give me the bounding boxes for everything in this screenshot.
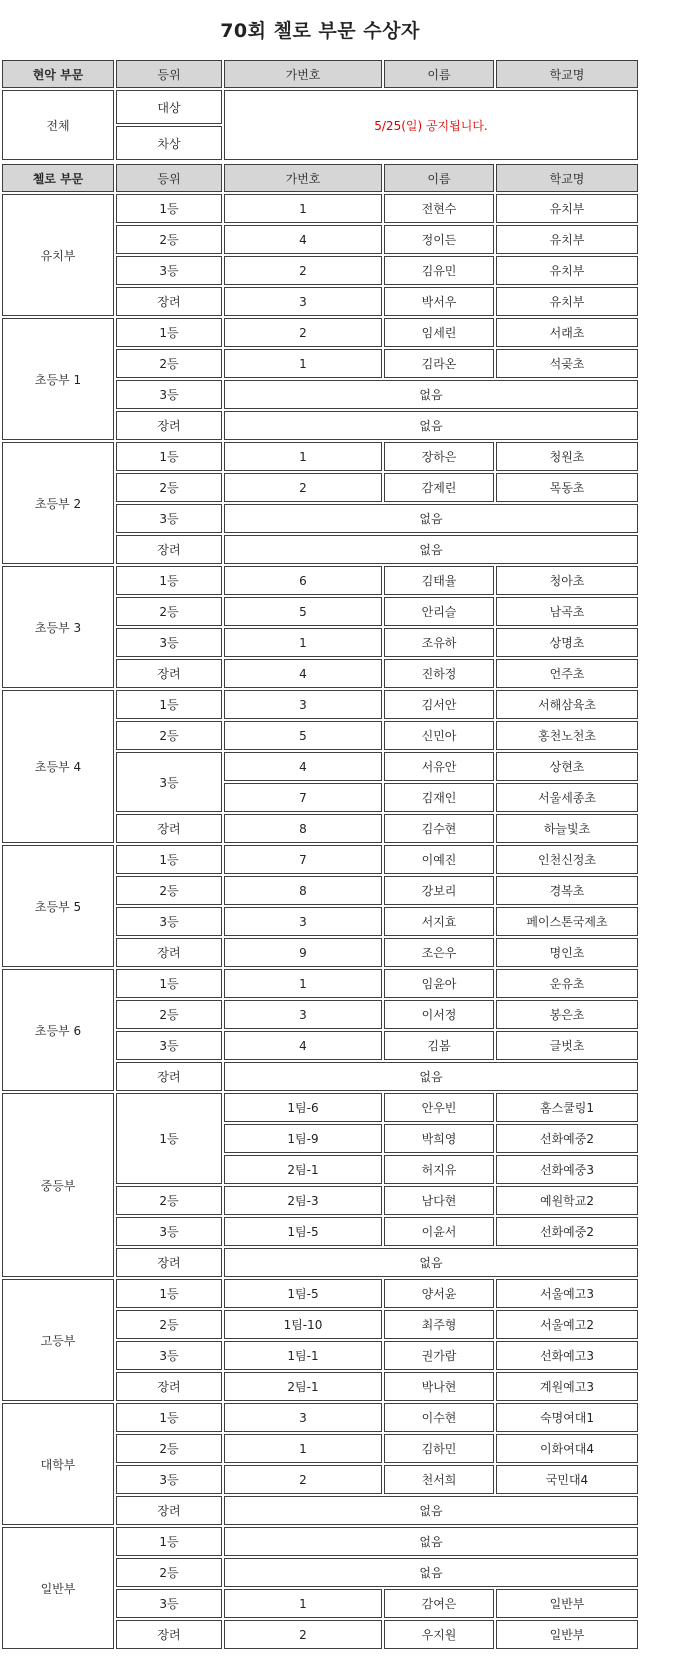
name-cell: 신민아 bbox=[384, 721, 494, 750]
name-cell: 김봄 bbox=[384, 1031, 494, 1060]
rank-cell: 장려 bbox=[116, 411, 222, 440]
school-cell: 상현초 bbox=[496, 752, 638, 781]
header-rank: 등위 bbox=[116, 164, 222, 192]
rank-cell: 장려 bbox=[116, 814, 222, 843]
name-cell: 이예진 bbox=[384, 845, 494, 874]
table-row bbox=[2, 1279, 638, 1308]
name-cell: 이서정 bbox=[384, 1000, 494, 1029]
number-cell: 1팀-5 bbox=[224, 1217, 382, 1246]
name-cell: 조은우 bbox=[384, 938, 494, 967]
name-cell: 서지효 bbox=[384, 907, 494, 936]
number-cell: 8 bbox=[224, 876, 382, 905]
number-cell: 1 bbox=[224, 349, 382, 378]
no-winner-cell: 없음 bbox=[224, 1248, 638, 1277]
school-cell: 국민대4 bbox=[496, 1465, 638, 1494]
name-cell: 양서윤 bbox=[384, 1279, 494, 1308]
school-cell: 일반부 bbox=[496, 1620, 638, 1649]
school-cell: 운유초 bbox=[496, 969, 638, 998]
header-category: 현악 부문 bbox=[2, 60, 114, 88]
number-cell: 6 bbox=[224, 566, 382, 595]
group-label: 유치부 bbox=[2, 194, 114, 316]
name-cell: 감여은 bbox=[384, 1589, 494, 1618]
rank-cell: 2등 bbox=[116, 1434, 222, 1463]
name-cell: 장하은 bbox=[384, 442, 494, 471]
school-cell: 서래초 bbox=[496, 318, 638, 347]
rank-cell: 1등 bbox=[116, 194, 222, 223]
number-cell: 1팀-9 bbox=[224, 1124, 382, 1153]
results-tables bbox=[0, 58, 640, 1651]
name-cell: 이윤서 bbox=[384, 1217, 494, 1246]
name-cell: 김수현 bbox=[384, 814, 494, 843]
name-cell: 천서희 bbox=[384, 1465, 494, 1494]
header-row bbox=[2, 60, 638, 88]
rank-cell: 3등 bbox=[116, 1589, 222, 1618]
rank-cell: 3등 bbox=[116, 380, 222, 409]
school-cell: 서울세종초 bbox=[496, 783, 638, 812]
number-cell: 9 bbox=[224, 938, 382, 967]
name-cell: 김라온 bbox=[384, 349, 494, 378]
name-cell: 전현수 bbox=[384, 194, 494, 223]
name-cell: 김재인 bbox=[384, 783, 494, 812]
rank-cell: 3등 bbox=[116, 1465, 222, 1494]
name-cell: 강보리 bbox=[384, 876, 494, 905]
header-number: 가번호 bbox=[224, 60, 382, 88]
rank-cell: 3등 bbox=[116, 1341, 222, 1370]
rank-cell: 1등 bbox=[116, 566, 222, 595]
header-name: 이름 bbox=[384, 60, 494, 88]
group-label: 초등부 2 bbox=[2, 442, 114, 564]
number-cell: 5 bbox=[224, 597, 382, 626]
number-cell: 4 bbox=[224, 659, 382, 688]
school-cell: 석곶초 bbox=[496, 349, 638, 378]
group-label: 고등부 bbox=[2, 1279, 114, 1401]
school-cell: 청원초 bbox=[496, 442, 638, 471]
name-cell: 조유하 bbox=[384, 628, 494, 657]
rank-cell: 1등 bbox=[116, 690, 222, 719]
name-cell: 남다현 bbox=[384, 1186, 494, 1215]
school-cell: 서울예고3 bbox=[496, 1279, 638, 1308]
school-cell: 남곡초 bbox=[496, 597, 638, 626]
name-cell: 임세린 bbox=[384, 318, 494, 347]
table-row bbox=[2, 90, 638, 124]
name-cell: 감제린 bbox=[384, 473, 494, 502]
rank-cell: 2등 bbox=[116, 1558, 222, 1587]
group-label: 초등부 6 bbox=[2, 969, 114, 1091]
rank-cell: 장려 bbox=[116, 1372, 222, 1401]
table-row bbox=[2, 845, 638, 874]
school-cell: 서울예고2 bbox=[496, 1310, 638, 1339]
rank-cell: 1등 bbox=[116, 1527, 222, 1556]
rank-cell: 1등 bbox=[116, 845, 222, 874]
number-cell: 1팀-10 bbox=[224, 1310, 382, 1339]
number-cell: 1 bbox=[224, 969, 382, 998]
name-cell: 이수현 bbox=[384, 1403, 494, 1432]
name-cell: 진하정 bbox=[384, 659, 494, 688]
number-cell: 2팀-1 bbox=[224, 1372, 382, 1401]
school-cell: 경복초 bbox=[496, 876, 638, 905]
name-cell: 안리슬 bbox=[384, 597, 494, 626]
rank-cell: 1등 bbox=[116, 442, 222, 471]
number-cell: 7 bbox=[224, 783, 382, 812]
school-cell: 언주초 bbox=[496, 659, 638, 688]
number-cell: 1 bbox=[224, 442, 382, 471]
number-cell: 2팀-1 bbox=[224, 1155, 382, 1184]
header-school: 학교명 bbox=[496, 60, 638, 88]
number-cell: 1 bbox=[224, 628, 382, 657]
number-cell: 3 bbox=[224, 1403, 382, 1432]
rank-cell: 2등 bbox=[116, 349, 222, 378]
group-label-overall: 전체 bbox=[2, 90, 114, 160]
number-cell: 4 bbox=[224, 752, 382, 781]
header-category: 첼로 부문 bbox=[2, 164, 114, 192]
number-cell: 3 bbox=[224, 907, 382, 936]
number-cell: 1 bbox=[224, 1434, 382, 1463]
rank-cell: 3등 bbox=[116, 628, 222, 657]
rank-cell: 2등 bbox=[116, 473, 222, 502]
school-cell: 선화예중2 bbox=[496, 1124, 638, 1153]
school-cell: 홍천노천초 bbox=[496, 721, 638, 750]
rank-cell: 2등 bbox=[116, 1186, 222, 1215]
rank-cell: 3등 bbox=[116, 1031, 222, 1060]
rank-cell: 2등 bbox=[116, 597, 222, 626]
school-cell: 유치부 bbox=[496, 225, 638, 254]
number-cell: 2 bbox=[224, 1465, 382, 1494]
name-cell: 김유민 bbox=[384, 256, 494, 285]
name-cell: 허지유 bbox=[384, 1155, 494, 1184]
rank-cell: 1등 bbox=[116, 1279, 222, 1308]
school-cell: 인천신정초 bbox=[496, 845, 638, 874]
name-cell: 김하민 bbox=[384, 1434, 494, 1463]
header-name: 이름 bbox=[384, 164, 494, 192]
school-cell: 유치부 bbox=[496, 287, 638, 316]
number-cell: 3 bbox=[224, 1000, 382, 1029]
name-cell: 박희영 bbox=[384, 1124, 494, 1153]
school-cell: 청아초 bbox=[496, 566, 638, 595]
rank-cell: 3등 bbox=[116, 504, 222, 533]
no-winner-cell: 없음 bbox=[224, 1062, 638, 1091]
number-cell: 7 bbox=[224, 845, 382, 874]
header-rank: 등위 bbox=[116, 60, 222, 88]
rank-cell: 장려 bbox=[116, 1062, 222, 1091]
rank-cell: 1등 bbox=[116, 1403, 222, 1432]
school-cell: 예원학교2 bbox=[496, 1186, 638, 1215]
rank-cell: 차상 bbox=[116, 126, 222, 160]
school-cell: 유치부 bbox=[496, 194, 638, 223]
number-cell: 2 bbox=[224, 256, 382, 285]
rank-cell: 장려 bbox=[116, 1496, 222, 1525]
rank-cell: 2등 bbox=[116, 721, 222, 750]
rank-cell: 3등 bbox=[116, 256, 222, 285]
number-cell: 2 bbox=[224, 1620, 382, 1649]
number-cell: 1 bbox=[224, 1589, 382, 1618]
number-cell: 4 bbox=[224, 1031, 382, 1060]
rank-cell: 대상 bbox=[116, 90, 222, 124]
school-cell: 글벗초 bbox=[496, 1031, 638, 1060]
school-cell: 홈스쿨링1 bbox=[496, 1093, 638, 1122]
rank-cell: 3등 bbox=[116, 1217, 222, 1246]
no-winner-cell: 없음 bbox=[224, 535, 638, 564]
rank-cell: 2등 bbox=[116, 1000, 222, 1029]
overall-awards-table bbox=[0, 58, 640, 162]
cello-results-body bbox=[2, 194, 638, 1649]
number-cell: 3 bbox=[224, 287, 382, 316]
rank-cell: 1등 bbox=[116, 1093, 222, 1184]
table-row bbox=[2, 1403, 638, 1432]
name-cell: 정이든 bbox=[384, 225, 494, 254]
group-label: 대학부 bbox=[2, 1403, 114, 1525]
rank-cell: 2등 bbox=[116, 1310, 222, 1339]
rank-cell: 3등 bbox=[116, 752, 222, 812]
name-cell: 김서안 bbox=[384, 690, 494, 719]
table-row bbox=[2, 1527, 638, 1556]
no-winner-cell: 없음 bbox=[224, 411, 638, 440]
name-cell: 우지원 bbox=[384, 1620, 494, 1649]
no-winner-cell: 없음 bbox=[224, 1527, 638, 1556]
number-cell: 2 bbox=[224, 318, 382, 347]
name-cell: 박서우 bbox=[384, 287, 494, 316]
table-row bbox=[2, 690, 638, 719]
school-cell: 하늘빛초 bbox=[496, 814, 638, 843]
number-cell: 2팀-3 bbox=[224, 1186, 382, 1215]
school-cell: 목동초 bbox=[496, 473, 638, 502]
rank-cell: 장려 bbox=[116, 938, 222, 967]
school-cell: 명인초 bbox=[496, 938, 638, 967]
name-cell: 박나현 bbox=[384, 1372, 494, 1401]
school-cell: 봉은초 bbox=[496, 1000, 638, 1029]
announcement-notice: 5/25(일) 공지됩니다. bbox=[224, 90, 638, 160]
cello-awards-table bbox=[0, 162, 640, 1651]
number-cell: 5 bbox=[224, 721, 382, 750]
number-cell: 8 bbox=[224, 814, 382, 843]
header-row bbox=[2, 164, 638, 192]
no-winner-cell: 없음 bbox=[224, 380, 638, 409]
school-cell: 페이스톤국제초 bbox=[496, 907, 638, 936]
name-cell: 김태율 bbox=[384, 566, 494, 595]
rank-cell: 장려 bbox=[116, 1620, 222, 1649]
rank-cell: 2등 bbox=[116, 225, 222, 254]
school-cell: 일반부 bbox=[496, 1589, 638, 1618]
school-cell: 유치부 bbox=[496, 256, 638, 285]
header-number: 가번호 bbox=[224, 164, 382, 192]
number-cell: 1팀-6 bbox=[224, 1093, 382, 1122]
table-row bbox=[2, 318, 638, 347]
rank-cell: 1등 bbox=[116, 318, 222, 347]
rank-cell: 3등 bbox=[116, 907, 222, 936]
name-cell: 임윤아 bbox=[384, 969, 494, 998]
number-cell: 4 bbox=[224, 225, 382, 254]
name-cell: 안우빈 bbox=[384, 1093, 494, 1122]
group-label: 초등부 4 bbox=[2, 690, 114, 843]
school-cell: 서해삼육초 bbox=[496, 690, 638, 719]
school-cell: 선화예중3 bbox=[496, 1155, 638, 1184]
rank-cell: 장려 bbox=[116, 287, 222, 316]
school-cell: 이화여대4 bbox=[496, 1434, 638, 1463]
number-cell: 1 bbox=[224, 194, 382, 223]
number-cell: 2 bbox=[224, 473, 382, 502]
no-winner-cell: 없음 bbox=[224, 1558, 638, 1587]
school-cell: 선화예중2 bbox=[496, 1217, 638, 1246]
rank-cell: 장려 bbox=[116, 659, 222, 688]
page-title: 70회 첼로 부문 수상자 bbox=[220, 20, 420, 42]
number-cell: 1팀-1 bbox=[224, 1341, 382, 1370]
group-label: 중등부 bbox=[2, 1093, 114, 1277]
header-school: 학교명 bbox=[496, 164, 638, 192]
group-label: 초등부 3 bbox=[2, 566, 114, 688]
name-cell: 최주형 bbox=[384, 1310, 494, 1339]
name-cell: 권가람 bbox=[384, 1341, 494, 1370]
school-cell: 상명초 bbox=[496, 628, 638, 657]
name-cell: 서유안 bbox=[384, 752, 494, 781]
table-row bbox=[2, 969, 638, 998]
table-row bbox=[2, 566, 638, 595]
rank-cell: 2등 bbox=[116, 876, 222, 905]
group-label: 초등부 1 bbox=[2, 318, 114, 440]
number-cell: 1팀-5 bbox=[224, 1279, 382, 1308]
no-winner-cell: 없음 bbox=[224, 1496, 638, 1525]
school-cell: 숙명여대1 bbox=[496, 1403, 638, 1432]
table-row bbox=[2, 1093, 638, 1122]
table-row bbox=[2, 194, 638, 223]
rank-cell: 장려 bbox=[116, 1248, 222, 1277]
school-cell: 계원예고3 bbox=[496, 1372, 638, 1401]
table-row bbox=[2, 442, 638, 471]
group-label: 초등부 5 bbox=[2, 845, 114, 967]
no-winner-cell: 없음 bbox=[224, 504, 638, 533]
school-cell: 선화예고3 bbox=[496, 1341, 638, 1370]
group-label: 일반부 bbox=[2, 1527, 114, 1649]
rank-cell: 1등 bbox=[116, 969, 222, 998]
rank-cell: 장려 bbox=[116, 535, 222, 564]
number-cell: 3 bbox=[224, 690, 382, 719]
